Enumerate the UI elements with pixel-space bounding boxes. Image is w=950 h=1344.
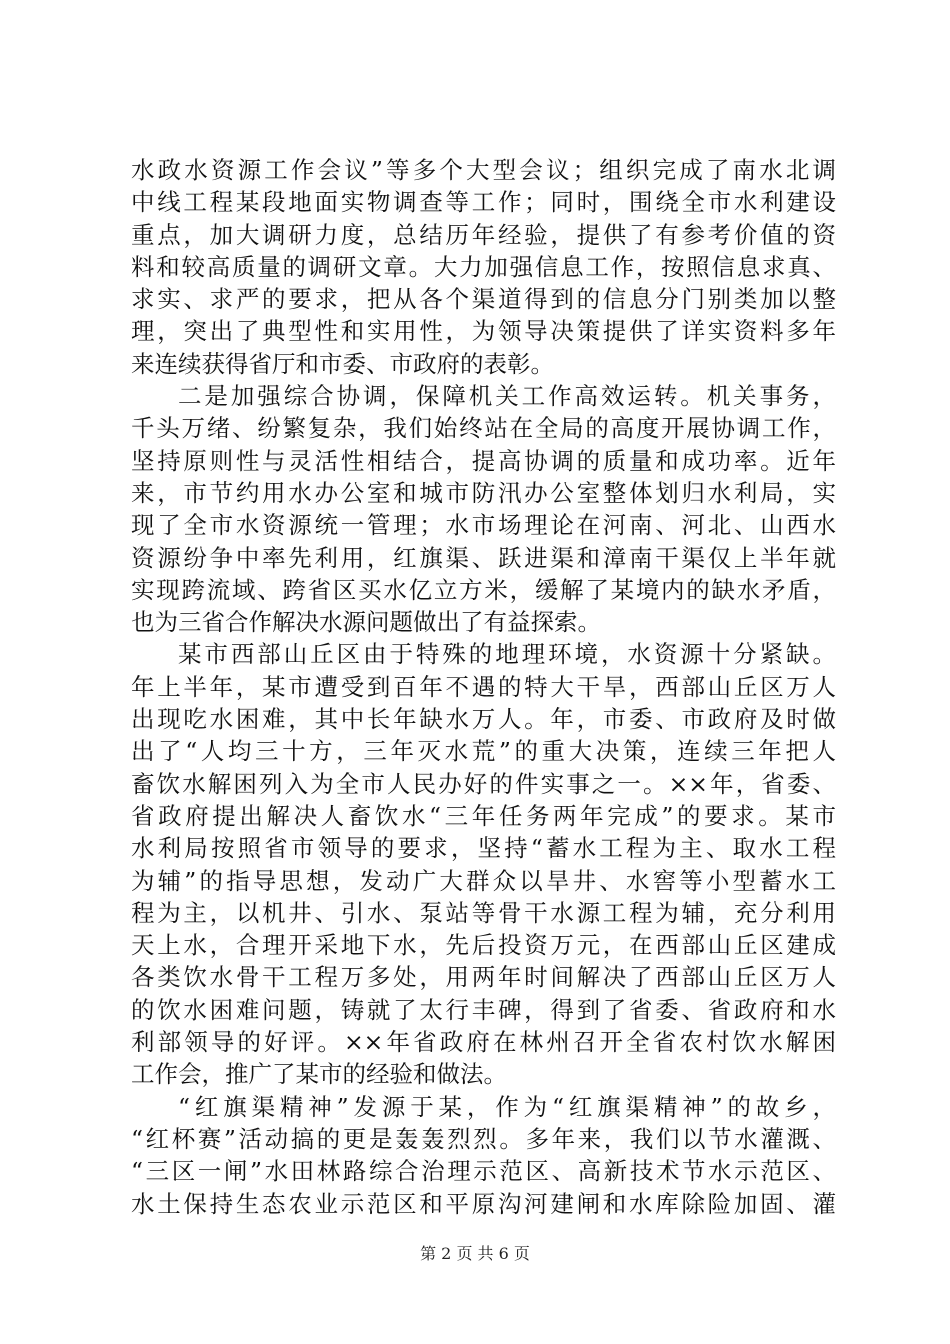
text-line: 现了全市水资源统一管理；水市场理论在河南、河北、山西水 — [131, 511, 836, 540]
text-line: 天上水，合理开采地下水，先后投资万元，在西部山丘区建成 — [131, 931, 836, 960]
text-line: 水政水资源工作会议”等多个大型会议；组织完成了南水北调 — [131, 156, 836, 184]
page-number-footer: 第 2 页 共 6 页 — [420, 1244, 530, 1263]
text-line: “三区一闸”水田林路综合治理示范区、高新技术节水示范区、 — [131, 1157, 836, 1186]
text-line: 中线工程某段地面实物调查等工作；同时，围绕全市水利建设 — [131, 188, 836, 217]
text-line: 来，市节约用水办公室和城市防汛办公室整体划归水利局，实 — [131, 478, 836, 507]
text-line: 资源纷争中率先利用，红旗渠、跃进渠和漳南干渠仅上半年就 — [131, 543, 836, 572]
text-line: 工作会，推广了某市的经验和做法。 — [131, 1060, 507, 1089]
text-line: 畜饮水解困列入为全市人民办好的件实事之一。××年，省委、 — [131, 769, 836, 798]
text-line: 求实、求严的要求，把从各个渠道得到的信息分门别类加以整 — [131, 285, 836, 314]
paragraph-first-line: “红旗渠精神”发源于某，作为“红旗渠精神”的故乡， — [178, 1092, 836, 1121]
body-text — [131, 154, 836, 1220]
paragraph-first-line: 某市西部山丘区由于特殊的地理环境，水资源十分紧缺。 — [178, 640, 836, 669]
text-line: 为辅”的指导思想，发动广大群众以旱井、水窖等小型蓄水工 — [131, 866, 836, 895]
text-line: 重点，加大调研力度，总结历年经验，提供了有参考价值的资 — [131, 220, 836, 249]
text-line: 料和较高质量的调研文章。大力加强信息工作，按照信息求真、 — [131, 252, 836, 281]
text-line: 也为三省合作解决水源问题做出了有益探索。 — [131, 608, 601, 637]
text-line: 水利局按照省市领导的要求，坚持“蓄水工程为主、取水工程 — [131, 834, 836, 863]
text-line: 出了“人均三十方，三年灭水荒”的重大决策，连续三年把人 — [131, 737, 836, 766]
text-line: 坚持原则性与灵活性相结合，提高协调的质量和成功率。近年 — [131, 446, 836, 475]
text-line: 实现跨流域、跨省区买水亿立方米，缓解了某境内的缺水矛盾， — [131, 575, 836, 604]
text-line: 来连续获得省厅和市委、市政府的表彰。 — [131, 349, 554, 378]
text-line: 年上半年，某市遭受到百年不遇的特大干旱，西部山丘区万人 — [131, 672, 836, 701]
text-line: 千头万绪、纷繁复杂，我们始终站在全局的高度开展协调工作， — [131, 414, 836, 443]
text-line: 水土保持生态农业示范区和平原沟河建闸和水库除险加固、灌 — [131, 1189, 836, 1218]
text-line: 利部领导的好评。××年省政府在林州召开全省农村饮水解困 — [131, 1028, 836, 1057]
paragraph-first-line: 二是加强综合协调，保障机关工作高效运转。机关事务， — [178, 382, 836, 411]
text-line: 程为主，以机井、引水、泵站等骨干水源工程为辅，充分利用 — [131, 898, 836, 927]
text-line: 各类饮水骨干工程万多处，用两年时间解决了西部山丘区万人 — [131, 963, 836, 992]
text-line: 的饮水困难问题，铸就了太行丰碑，得到了省委、省政府和水 — [131, 995, 836, 1024]
text-line: “红杯赛”活动搞的更是轰轰烈烈。多年来，我们以节水灌溉、 — [131, 1124, 836, 1153]
text-line: 出现吃水困难，其中长年缺水万人。年，市委、市政府及时做 — [131, 705, 836, 734]
text-line: 省政府提出解决人畜饮水“三年任务两年完成”的要求。某市 — [131, 801, 836, 830]
text-line: 理，突出了典型性和实用性，为领导决策提供了详实资料多年 — [131, 317, 836, 346]
